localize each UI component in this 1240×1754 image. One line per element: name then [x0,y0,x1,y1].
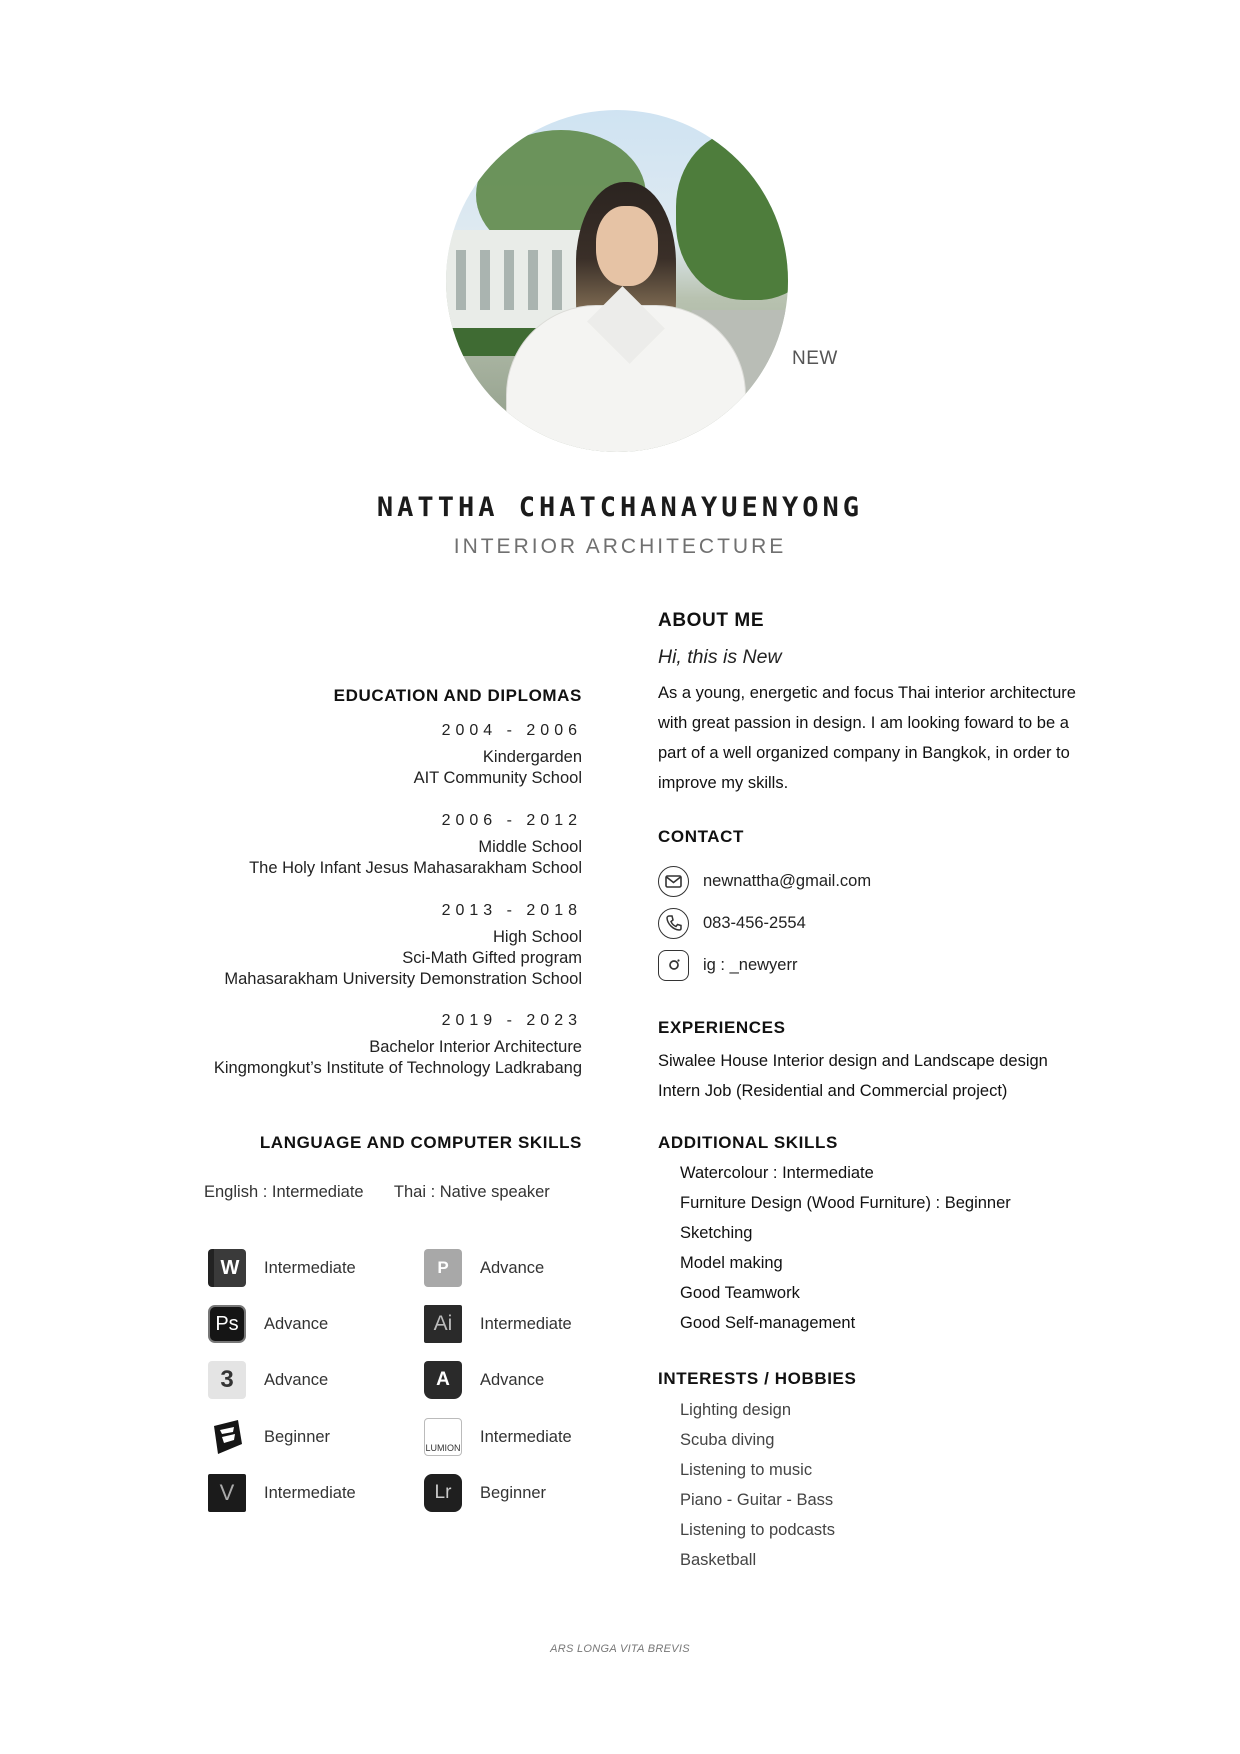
contact-email [658,860,871,902]
list-item: Listening to podcasts [680,1521,836,1539]
experience-line: Intern Job (Residential and Commercial project) [658,1082,1008,1100]
list-item: Watercolour : Intermediate [680,1164,874,1182]
education-line: The Holy Infant Jesus Mahasarakham School [249,859,582,877]
instagram-text[interactable]: ig : _newyerr [703,955,798,974]
education-title: EDUCATION AND DIPLOMAS [333,686,582,705]
software-level: Beginner [480,1483,547,1502]
3dsmax-icon: 3 [208,1361,246,1399]
contact-instagram [658,944,871,986]
software-photoshop [208,1305,328,1343]
skills-title: LANGUAGE AND COMPUTER SKILLS [259,1133,582,1152]
nickname: NEW [792,348,838,369]
education-line: Kindergarden [482,748,582,766]
software-illustrator [424,1305,572,1343]
software-level: Intermediate [480,1427,572,1446]
education-entry [224,902,582,990]
full-name: NATTHA CHATCHANAYUENYONG [376,492,864,523]
autocad-icon: A [424,1361,462,1399]
software-level: Advance [480,1370,545,1389]
interests-list [658,1395,835,1575]
profession: INTERIOR ARCHITECTURE [453,535,787,558]
languages-row [204,1183,576,1202]
list-item: Furniture Design (Wood Furniture) : Beginner [680,1194,1011,1212]
lightroom-icon: Lr [424,1474,462,1512]
about-text: As a young, energetic and focus Thai interior architecture with great passion in design. I am looking foward to be a part of a well organized company in Bangkok, in order to improve my skills. [658,684,1076,792]
software-level: Intermediate [480,1314,572,1333]
instagram-icon [658,950,689,981]
phone-icon [658,908,689,939]
education-entry [214,1012,582,1079]
software-powerpoint [424,1249,544,1287]
software-level: Intermediate [264,1483,356,1502]
list-item: Basketball [680,1551,757,1569]
software-level: Intermediate [264,1258,356,1277]
education-years: 2006 - 2012 [441,812,582,829]
education-line: Middle School [478,838,582,856]
education-years: 2019 - 2023 [441,1012,582,1029]
education-line: Mahasarakham University Demonstration School [224,970,582,988]
software-level: Advance [480,1258,545,1277]
contact-title: CONTACT [658,827,745,846]
software-level: Advance [264,1314,329,1333]
software-level: Beginner [264,1427,331,1446]
software-lightroom [424,1474,546,1512]
list-item: Good Self-management [680,1314,856,1332]
mail-icon [658,866,689,897]
list-item: Lighting design [680,1401,792,1419]
list-item: Good Teamwork [680,1284,800,1302]
experiences-title: EXPERIENCES [658,1018,786,1037]
contact-phone [658,902,871,944]
list-item: Sketching [680,1224,753,1242]
education-line: Sci-Math Gifted program [402,949,582,967]
education-line: AIT Community School [413,769,582,787]
list-item: Scuba diving [680,1431,775,1449]
education-years: 2004 - 2006 [441,722,582,739]
experiences-list [658,1046,1048,1106]
software-word [208,1249,356,1287]
experience-line: Siwalee House Interior design and Landscape design [658,1052,1048,1070]
software-level: Advance [264,1370,329,1389]
education-years: 2013 - 2018 [441,902,582,919]
additional-skills-list [658,1158,1011,1338]
illustrator-icon: Ai [424,1305,462,1343]
vray-icon: V [208,1474,246,1512]
contact-list [658,860,871,986]
list-item: Model making [680,1254,783,1272]
education-line: Kingmongkut’s Institute of Technology Ladkrabang [213,1059,582,1077]
education-line: Bachelor Interior Architecture [369,1038,582,1056]
list-item: Listening to music [680,1461,813,1479]
sketchup-icon [208,1418,246,1456]
word-icon: W [208,1249,246,1287]
education-entry [249,812,582,879]
footer-motto: ARS LONGA VITA BREVIS [550,1643,690,1655]
powerpoint-icon: P [424,1249,462,1287]
education-line: High School [493,928,582,946]
phone-text[interactable]: 083-456-2554 [703,913,806,932]
software-3dsmax [208,1361,328,1399]
list-item: Piano - Guitar - Bass [680,1491,834,1509]
interests-title: INTERESTS / HOBBIES [658,1369,857,1388]
additional-skills-title: ADDITIONAL SKILLS [658,1133,838,1152]
about-greeting: Hi, this is New [658,646,782,668]
photoshop-icon: Ps [208,1305,246,1343]
software-vray [208,1474,356,1512]
profile-photo [446,110,788,452]
education-entry [414,722,582,789]
lumion-icon: LUMION [424,1418,462,1456]
software-autocad [424,1361,544,1399]
email-text[interactable]: newnattha@gmail.com [703,871,872,890]
language-thai: Thai : Native speaker [393,1183,550,1201]
language-english: English : Intermediate [204,1183,364,1201]
software-lumion [424,1418,572,1456]
software-sketchup [208,1418,330,1456]
about-title: ABOUT ME [658,610,765,631]
